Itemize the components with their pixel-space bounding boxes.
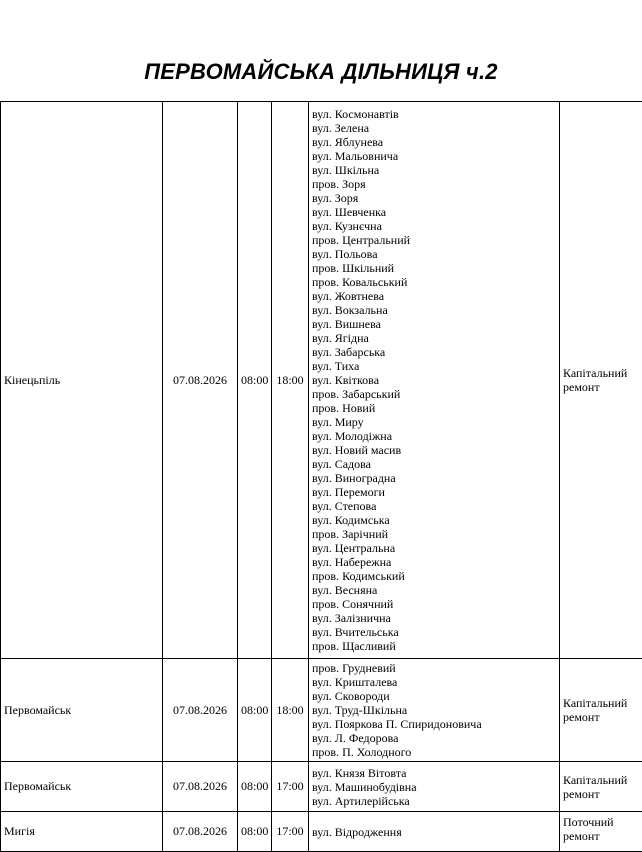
street-name: вул. Шевченка [312, 205, 556, 219]
street-name: вул. Молодіжна [312, 429, 556, 443]
table-row [1, 812, 642, 852]
street-name: вул. Зоря [312, 191, 556, 205]
street-name: пров. Кодимський [312, 569, 556, 583]
street-name: пров. Шкільний [312, 261, 556, 275]
street-name: вул. Труд-Шкільна [312, 703, 556, 717]
street-name: вул. Мальовнича [312, 149, 556, 163]
work-type-cell: Капітальний ремонт [560, 659, 642, 762]
page-title: ПЕРВОМАЙСЬКА ДІЛЬНИЦЯ ч.2 [0, 58, 642, 86]
street-name: пров. Грудневий [312, 661, 556, 675]
outage-schedule-table [0, 101, 642, 852]
street-name: вул. Кодимська [312, 513, 556, 527]
settlement-cell: Первомайськ [1, 659, 163, 762]
settlement-cell: Первомайськ [1, 762, 163, 812]
street-name: вул. Вчительська [312, 625, 556, 639]
street-name: пров. Щасливий [312, 639, 556, 653]
end-time-cell: 18:00 [272, 659, 309, 762]
start-time-cell: 08:00 [238, 762, 272, 812]
work-type-cell: Капітальний ремонт [560, 102, 642, 659]
street-name: вул. Центральна [312, 541, 556, 555]
street-name: вул. Степова [312, 499, 556, 513]
street-name: вул. Ягідна [312, 331, 556, 345]
street-name: вул. Л. Федорова [312, 731, 556, 745]
table-row [1, 102, 642, 659]
street-name: вул. Кузнєчна [312, 219, 556, 233]
street-name: пров. Новий [312, 401, 556, 415]
end-time-cell: 18:00 [272, 102, 309, 659]
street-name: вул. Жовтнева [312, 289, 556, 303]
street-name: пров. П. Холодного [312, 745, 556, 759]
street-name: вул. Перемоги [312, 485, 556, 499]
table-row [1, 659, 642, 762]
street-name: вул. Вишнева [312, 317, 556, 331]
streets-cell [309, 812, 560, 852]
end-time-cell: 17:00 [272, 812, 309, 852]
settlement-cell: Мигія [1, 812, 163, 852]
street-name: вул. Польова [312, 247, 556, 261]
work-type-cell: Поточний ремонт [560, 812, 642, 852]
street-name: пров. Забарський [312, 387, 556, 401]
work-type-cell: Капітальний ремонт [560, 762, 642, 812]
schedule-body [1, 102, 642, 852]
street-name: пров. Зоря [312, 177, 556, 191]
street-name: вул. Князя Вітовта [312, 766, 556, 780]
street-name: пров. Сонячний [312, 597, 556, 611]
street-name: вул. Космонавтів [312, 107, 556, 121]
street-name: вул. Миру [312, 415, 556, 429]
end-time-cell: 17:00 [272, 762, 309, 812]
streets-cell [309, 102, 560, 659]
street-name: вул. Залізнична [312, 611, 556, 625]
date-cell: 07.08.2026 [163, 659, 238, 762]
street-name: вул. Кришталева [312, 675, 556, 689]
street-name: вул. Яблунева [312, 135, 556, 149]
street-name: вул. Виноградна [312, 471, 556, 485]
streets-cell [309, 762, 560, 812]
start-time-cell: 08:00 [238, 659, 272, 762]
street-name: вул. Забарська [312, 345, 556, 359]
street-name: вул. Сковороди [312, 689, 556, 703]
street-name: вул. Відродження [312, 825, 556, 839]
start-time-cell: 08:00 [238, 812, 272, 852]
street-name: пров. Ковальський [312, 275, 556, 289]
table-row [1, 762, 642, 812]
street-name: вул. Зелена [312, 121, 556, 135]
street-name: вул. Артилерійська [312, 794, 556, 808]
street-name: вул. Тиха [312, 359, 556, 373]
street-name: пров. Зарічний [312, 527, 556, 541]
street-name: вул. Садова [312, 457, 556, 471]
date-cell: 07.08.2026 [163, 762, 238, 812]
street-name: вул. Машинобудівна [312, 780, 556, 794]
street-name: вул. Набережна [312, 555, 556, 569]
street-name: вул. Новий масив [312, 443, 556, 457]
start-time-cell: 08:00 [238, 102, 272, 659]
street-name: вул. Весняна [312, 583, 556, 597]
date-cell: 07.08.2026 [163, 102, 238, 659]
settlement-cell: Кінецьпіль [1, 102, 163, 659]
street-name: вул. Пояркова П. Спиридоновича [312, 717, 556, 731]
street-name: вул. Шкільна [312, 163, 556, 177]
date-cell: 07.08.2026 [163, 812, 238, 852]
street-name: вул. Вокзальна [312, 303, 556, 317]
street-name: пров. Центральний [312, 233, 556, 247]
streets-cell [309, 659, 560, 762]
street-name: вул. Квіткова [312, 373, 556, 387]
